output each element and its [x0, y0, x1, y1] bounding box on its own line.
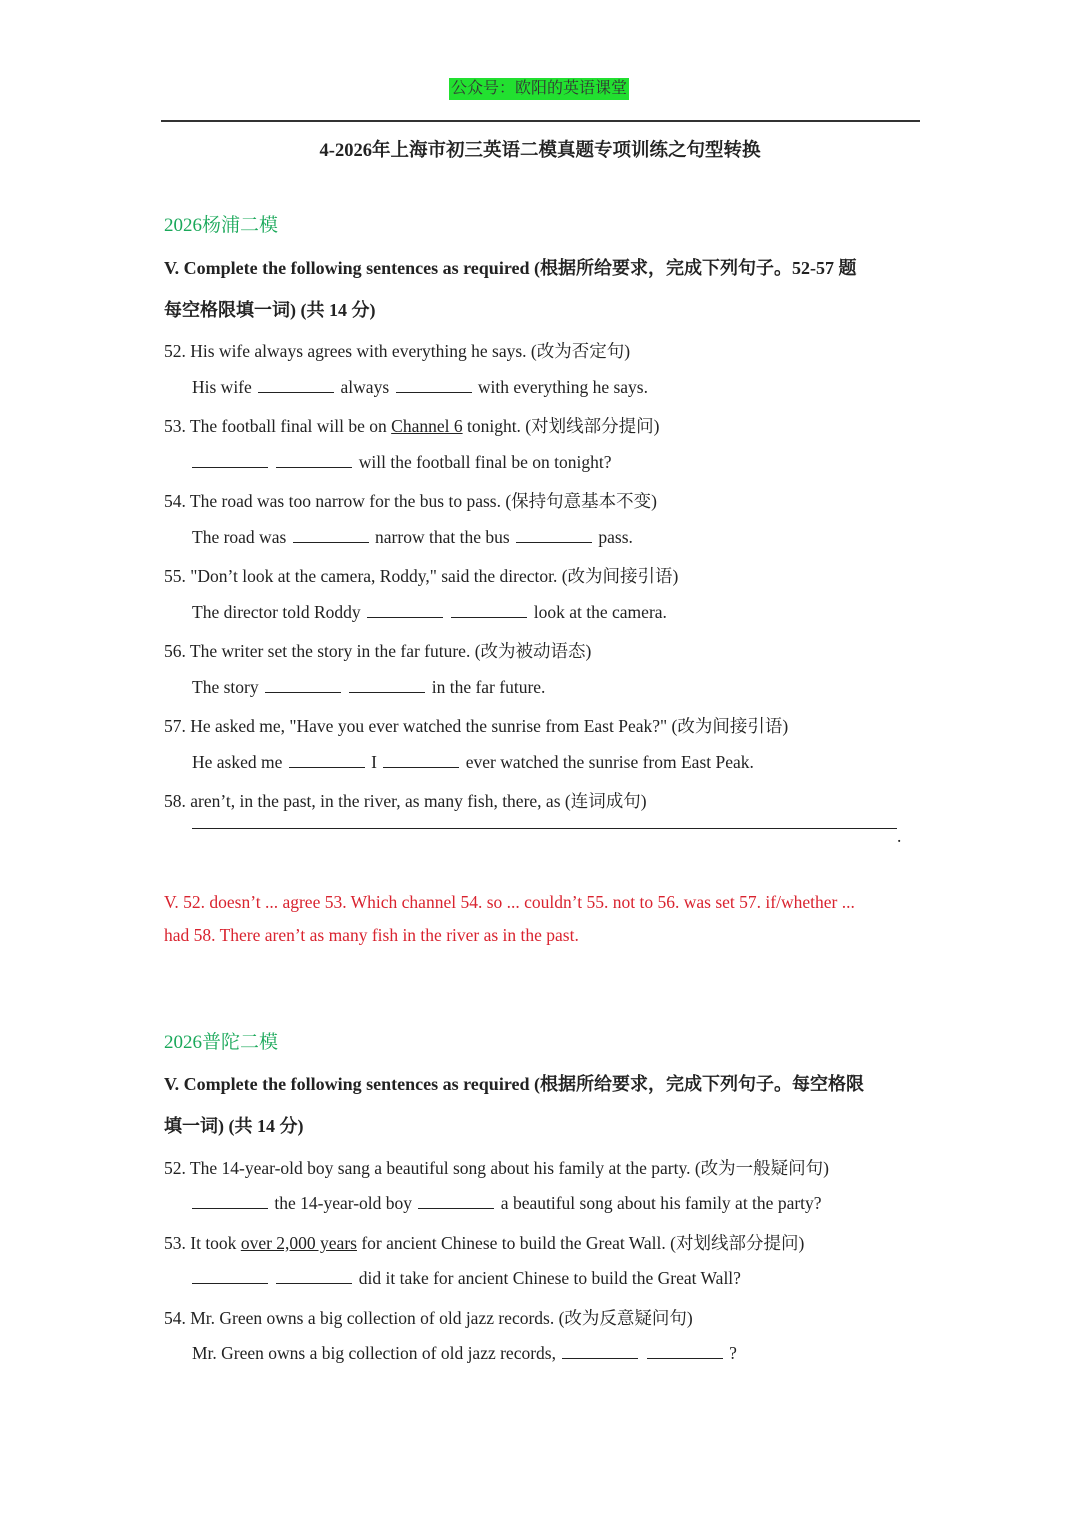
answer-line-57 — [192, 751, 754, 773]
answer-line-53 — [192, 1267, 741, 1289]
question-58: 58. aren’t, in the past, in the river, as many fish, there, as (连词成句) — [164, 791, 647, 811]
question-57: 57. He asked me, "Have you ever watched the sunrise from East Peak?" (改为间接引语) — [164, 716, 789, 736]
answer-text: the 14-year-old boy — [274, 1193, 413, 1213]
section-instruction-line2: 填一词) (共 14 分) — [164, 1116, 304, 1136]
answer-text: a beautiful song about his family at the party? — [500, 1193, 822, 1213]
question-text: for ancient Chinese to build the Great Wall. (对划线部分提问) — [356, 1233, 805, 1253]
answer-text: His wife — [192, 377, 252, 397]
question-55: 55. "Don’t look at the camera, Roddy," said the director. (改为间接引语) — [164, 566, 679, 586]
question-53 — [164, 413, 659, 438]
answer-text: The road was — [192, 527, 287, 547]
answer-key-line1: V. 52. doesn’t ... agree 53. Which channel 54. so ... couldn’t 55. not to 56. was set 57. if/whether ... — [164, 892, 855, 912]
answer-blank[interactable] — [192, 1192, 268, 1209]
answer-line-52 — [192, 376, 648, 398]
answer-blank[interactable] — [396, 376, 472, 393]
answer-text: The director told Roddy — [192, 602, 361, 622]
section-instruction-line2: 每空格限填一词) (共 14 分) — [164, 300, 376, 320]
section-title-putuo: 2026普陀二模 — [164, 1032, 279, 1053]
question-text: 53. The football final will be on — [164, 416, 392, 436]
answer-blank[interactable] — [647, 1342, 723, 1359]
section-title-yangpu: 2026杨浦二模 — [164, 215, 279, 236]
answer-line-56 — [192, 676, 545, 698]
question-52: 52. His wife always agrees with everything he says. (改为否定句) — [164, 341, 631, 361]
answer-line-52 — [192, 1192, 822, 1214]
question-54: 54. Mr. Green owns a big collection of old jazz records. (改为反意疑问句) — [164, 1308, 693, 1328]
watermark-banner: 公众号：欧阳的英语课堂 — [449, 78, 629, 100]
answer-text: look at the camera. — [533, 602, 667, 622]
answer-text: in the far future. — [431, 677, 546, 697]
answer-text: Mr. Green owns a big collection of old jazz records, — [192, 1343, 556, 1363]
answer-long-blank[interactable] — [192, 828, 897, 829]
underlined-phrase: over 2,000 years — [240, 1233, 357, 1253]
answer-blank[interactable] — [258, 376, 334, 393]
answer-line-55 — [192, 601, 667, 623]
answer-blank[interactable] — [289, 751, 365, 768]
answer-line-53 — [192, 451, 611, 473]
answer-text: The story — [192, 677, 259, 697]
answer-text: ever watched the sunrise from East Peak. — [465, 752, 754, 772]
question-56: 56. The writer set the story in the far future. (改为被动语态) — [164, 641, 592, 661]
answer-blank[interactable] — [451, 601, 527, 618]
answer-blank[interactable] — [349, 676, 425, 693]
answer-blank[interactable] — [383, 751, 459, 768]
answer-text: pass. — [598, 527, 633, 547]
underlined-phrase: Channel 6 — [391, 416, 463, 436]
question-54: 54. The road was too narrow for the bus to pass. (保持句意基本不变) — [164, 491, 657, 511]
answer-blank[interactable] — [265, 676, 341, 693]
answer-text: ? — [729, 1343, 737, 1363]
answer-text: He asked me — [192, 752, 283, 772]
answer-key-line2: had 58. There aren’t as many fish in the river as in the past. — [164, 925, 579, 945]
answer-text: I — [371, 752, 377, 772]
question-text: tonight. (对划线部分提问) — [462, 416, 660, 436]
answer-blank[interactable] — [192, 1267, 268, 1284]
question-53 — [164, 1230, 804, 1255]
answer-blank[interactable] — [367, 601, 443, 618]
answer-blank[interactable] — [562, 1342, 638, 1359]
answer-text: narrow that the bus — [375, 527, 510, 547]
answer-line-54 — [192, 526, 633, 548]
answer-blank[interactable] — [276, 1267, 352, 1284]
question-text: 53. It took — [164, 1233, 241, 1253]
question-52: 52. The 14-year-old boy sang a beautiful song about his family at the party. (改为一般疑问句) — [164, 1158, 829, 1178]
answer-line-54 — [192, 1342, 737, 1364]
answer-text: with everything he says. — [477, 377, 648, 397]
document-title: 4-2026年上海市初三英语二模真题专项训练之句型转换 — [319, 141, 761, 161]
answer-blank[interactable] — [192, 451, 268, 468]
header-rule — [161, 120, 920, 122]
answer-text: did it take for ancient Chinese to build the Great Wall? — [358, 1268, 741, 1288]
section-instruction-line1: V. Complete the following sentences as required (根据所给要求，完成下列句子。每空格限 — [164, 1074, 864, 1094]
section-instruction-line1: V. Complete the following sentences as required (根据所给要求，完成下列句子。52-57 题 — [164, 258, 857, 278]
answer-text: always — [340, 377, 390, 397]
answer-blank[interactable] — [516, 526, 592, 543]
answer-blank[interactable] — [293, 526, 369, 543]
answer-text: will the football final be on tonight? — [358, 452, 612, 472]
answer-blank[interactable] — [418, 1192, 494, 1209]
answer-end-period: . — [897, 826, 902, 846]
answer-blank[interactable] — [276, 451, 352, 468]
